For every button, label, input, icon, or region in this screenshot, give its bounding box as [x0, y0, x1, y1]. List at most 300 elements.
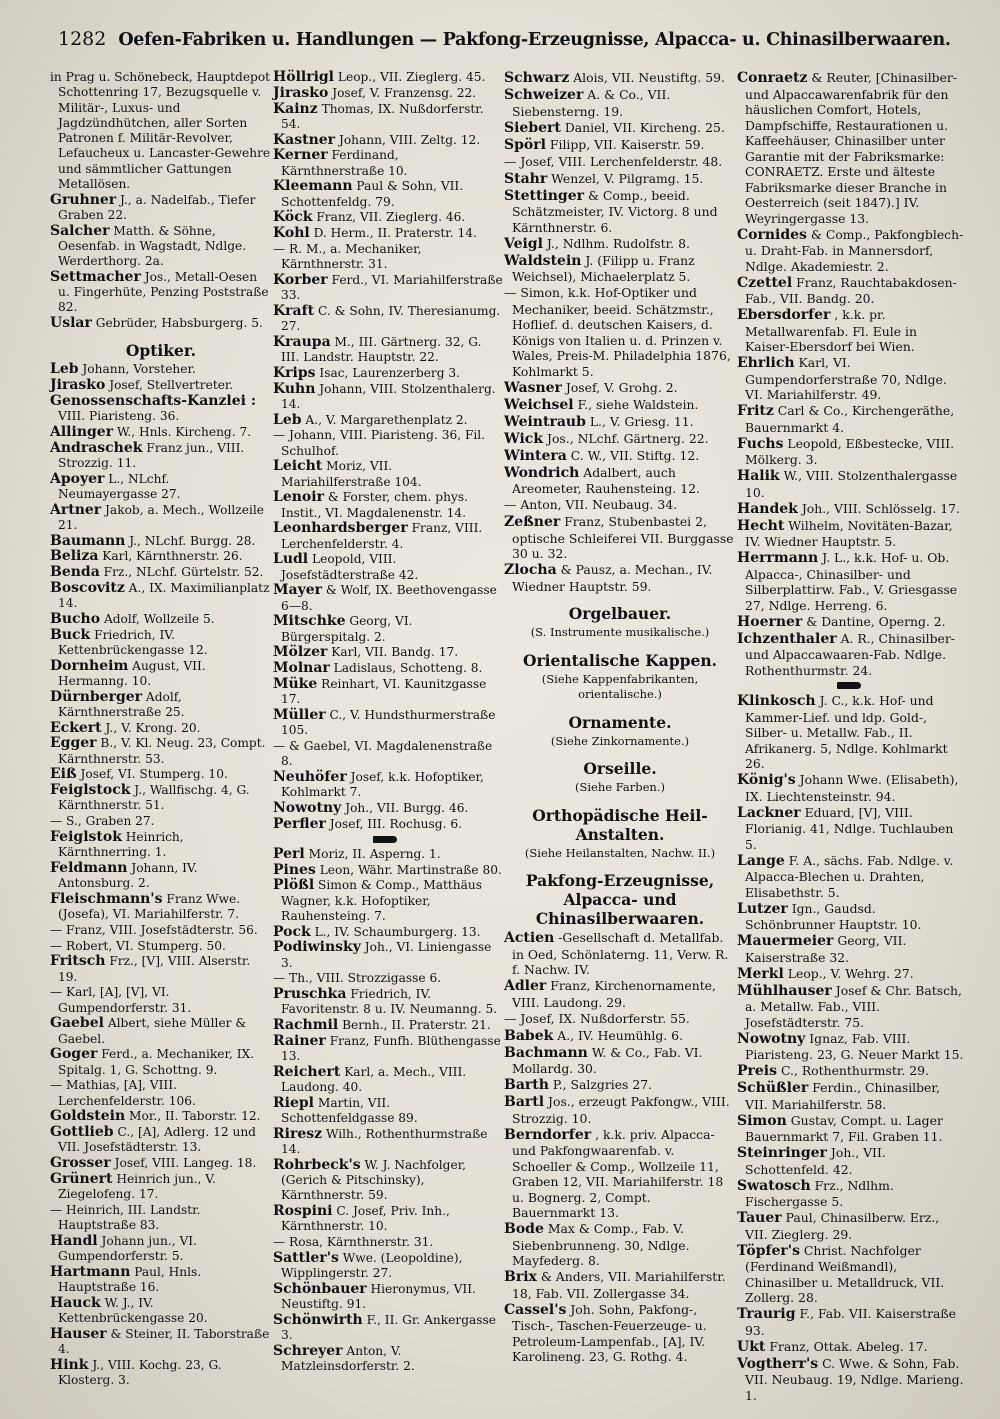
directory-entry — [737, 1031, 965, 1063]
directory-entry — [504, 154, 736, 171]
entry-details: D. Herm., II. Praterstr. 14. — [313, 226, 477, 240]
entry-name: Höllrigl — [273, 69, 335, 85]
directory-entry — [273, 863, 503, 878]
entry-details: & Steiner, II. Taborstraße 4. — [58, 1326, 270, 1356]
directory-entry — [50, 690, 272, 721]
entry-details: L., V. Griesg. 11. — [589, 413, 694, 429]
directory-entry — [504, 1011, 736, 1028]
directory-entry — [50, 378, 272, 393]
entry-name: Leb — [50, 361, 79, 378]
directory-entry — [504, 414, 736, 431]
directory-entry — [50, 736, 272, 767]
entry-name: Hartmann — [50, 1263, 131, 1280]
directory-entry — [273, 770, 503, 801]
entry-name: Lange — [737, 852, 785, 869]
directory-entry — [273, 1313, 503, 1344]
entry-details: W. & Co., Fab. VI. Mollardg. 30. — [512, 1044, 703, 1076]
entry-name: Töpfer's — [737, 1242, 800, 1259]
directory-entry — [273, 1096, 503, 1127]
entry-name: Kohl — [273, 225, 310, 241]
entry-name: Rohrbeck's — [273, 1156, 361, 1173]
directory-entry — [737, 933, 965, 965]
directory-entry — [50, 549, 272, 564]
entry-name: Kainz — [273, 100, 318, 117]
entry-details: Mor., II. Taborstr. 12. — [129, 1109, 261, 1124]
entry-details: Gustav, Compt. u. Lager Bauernmarkt 7, Fil. Graben 11. — [745, 1112, 943, 1144]
entry-name: Dürnberger — [50, 688, 143, 705]
directory-entry — [50, 612, 272, 627]
entry-details: Johann Wwe. (Elisabeth), IX. Liechtensteinstr. 94. — [745, 772, 959, 804]
directory-entry — [273, 645, 503, 660]
entry-details: Ferd., VI. Mariahilferstraße 33. — [281, 272, 503, 302]
entry-name: Mayer — [273, 582, 322, 599]
entry-name: Fritsch — [50, 953, 106, 970]
directory-entry — [50, 1358, 272, 1389]
entry-details: Isac, Laurenzerberg 3. — [319, 365, 461, 380]
directory-entry — [737, 518, 965, 550]
directory-entry — [273, 878, 503, 924]
entry-name: Hoerner — [737, 613, 803, 630]
entry-details: Max & Comp., Fab. V. Siebenbrunneng. 30, Ndlge. Mayfederg. 8. — [512, 1221, 690, 1268]
directory-entry — [504, 1221, 736, 1269]
directory-entry — [50, 394, 272, 425]
entry-name: Weintraub — [504, 413, 586, 430]
page-title: Oefen-Fabriken u. Handlungen — Pakfong-Erzeugnisse, Alpacca- u. Chinasilberwaaren. — [118, 30, 951, 50]
entry-name: Lenoir — [273, 489, 324, 506]
directory-entry — [737, 468, 965, 500]
entry-name: Kastner — [273, 131, 336, 148]
entry-details: — Rosa, Kärnthnerstr. 31. — [273, 1235, 434, 1249]
entry-name: Schreyer — [273, 1342, 343, 1359]
entry-name: Vogtherr's — [737, 1355, 819, 1372]
entry-name: Pock — [273, 923, 311, 940]
directory-entry — [50, 581, 272, 612]
page-header — [58, 28, 958, 62]
directory-entry — [273, 987, 503, 1018]
entry-name: Goger — [50, 1046, 98, 1063]
entry-name: Schwarz — [504, 70, 570, 86]
directory-entry — [273, 226, 503, 241]
directory-entry — [737, 355, 965, 403]
directory-entry — [50, 1234, 272, 1265]
entry-details: C., [A], Adlerg. 12 und VII. Josefstädterstr. 13. — [58, 1125, 256, 1155]
directory-entry — [737, 983, 965, 1031]
directory-entry — [504, 236, 736, 253]
directory-entry — [737, 693, 965, 772]
entry-name: Siebert — [504, 119, 561, 136]
section-heading: Optiker. — [125, 341, 197, 361]
entry-name: Wasner — [504, 379, 562, 396]
entry-name: Riepl — [273, 1094, 314, 1111]
entry-details: M., III. Gärtnerg. 32, G. III. Landstr. Hauptstr. 22. — [281, 334, 482, 364]
directory-entry — [50, 362, 272, 377]
entry-name: Sattler's — [273, 1249, 339, 1266]
entry-name: Plößl — [273, 877, 315, 894]
directory-entry — [737, 1178, 965, 1210]
entry-details: Karl, VI. Gumpendorferstraße 70, Ndlge. VI. Mariahilferstr. 49. — [745, 355, 947, 402]
directory-entry — [50, 193, 272, 224]
entry-name: Dornheim — [50, 657, 129, 674]
directory-entry — [50, 534, 272, 549]
entry-details: Frz., [V], VIII. Alserstr. 19. — [58, 954, 251, 984]
entry-name: Spörl — [504, 136, 546, 153]
entry-details: W. J. Nachfolger, (Gerich & Pitschinsky), Kärnthnerstr. 59. — [281, 1157, 467, 1203]
directory-entry — [737, 550, 965, 613]
entry-details: Josef, V. Grohg. 2. — [565, 379, 678, 395]
entry-details: Paul, Chinasilberw. Erz., VII. Zieglerg. 29. — [745, 1210, 940, 1242]
entry-details: Jakob, a. Mech., Wollzeile 21. — [58, 502, 264, 532]
page-number: 1282 — [58, 28, 107, 50]
entry-details: J. C., k.k. Hof- und Kammer-Lief. und ldp. Gold-, Silber- u. Metallw. Fab., II. Afrikanerg. 5, Ndlge. Kohlmarkt 26. — [745, 693, 948, 771]
directory-entry — [273, 739, 503, 770]
directory-entry — [737, 1339, 965, 1356]
entry-details: Leop., VII. Zieglerg. 45. — [337, 70, 486, 84]
directory-entry — [737, 227, 965, 275]
entry-details: — S., Graben 27. — [50, 814, 155, 828]
entry-details: Paul, Hnls. Hauptstraße 16. — [58, 1264, 202, 1294]
entry-details: Ladislaus, Schotteng. 8. — [333, 661, 483, 675]
entry-details: & Pausz, a. Mechan., IV. Wiedner Hauptstr. 59. — [512, 562, 713, 594]
directory-entry — [50, 472, 272, 503]
entry-details: J., NLchf. Burgg. 28. — [129, 533, 256, 548]
entry-name: Settmacher — [50, 268, 141, 285]
entry-details: P., Salzgries 27. — [552, 1077, 653, 1092]
entry-name: Eckert — [50, 719, 102, 736]
entry-details: Josef, k.k. Hofoptiker, Kohlmarkt 7. — [281, 769, 484, 799]
directory-entry — [50, 224, 272, 270]
directory-entry — [50, 1203, 272, 1234]
entry-name: Pruschka — [273, 986, 347, 1002]
entry-name: Merkl — [737, 965, 784, 982]
section-heading: Ornamente. — [568, 712, 672, 732]
entry-details: L., NLchf. Neumayergasse 27. — [58, 471, 181, 501]
directory-entry — [273, 86, 503, 101]
pointing-hand-icon — [837, 682, 861, 689]
entry-details: Johann, VIII. Zeltg. 12. — [338, 132, 481, 147]
directory-entry — [737, 1145, 965, 1177]
entry-name: Bachmann — [504, 1044, 588, 1061]
entry-name: Leonhardsberger — [273, 520, 408, 537]
entry-details: — Robert, VI. Stumperg. 50. — [50, 938, 226, 953]
entry-name: Eiß — [50, 766, 77, 783]
entry-name: Artner — [50, 501, 102, 518]
entry-details: & Comp., Pakfongblech- u. Draht-Fab. in Mannersdorf, Ndlge. Akademiestr. 2. — [745, 226, 964, 274]
entry-details: Thomas, IX. Nußdorferstr. 54. — [281, 101, 484, 131]
directory-entry — [50, 939, 272, 954]
directory-entry — [504, 1302, 736, 1365]
entry-details: Adolf, Kärnthnerstraße 25. — [58, 689, 185, 719]
entry-name: Jirasko — [50, 377, 106, 393]
entry-name: Zlocha — [504, 562, 557, 578]
entry-details: W. J., IV. Kettenbrückengasse 20. — [58, 1295, 208, 1325]
entry-details: A., IV. Heumühlg. 6. — [557, 1027, 684, 1043]
entry-name: Köck — [273, 209, 313, 226]
entry-details: Josef, Stellvertreter. — [109, 378, 234, 392]
entry-name: Baumann — [50, 532, 126, 549]
directory-entry — [50, 70, 272, 192]
directory-entry — [273, 708, 503, 739]
entry-name: Hauser — [50, 1325, 107, 1342]
directory-entry — [50, 783, 272, 814]
entry-name: Hink — [50, 1356, 89, 1373]
entry-name: Fritz — [737, 403, 774, 419]
directory-entry — [737, 1356, 965, 1404]
entry-details: Wilh., Rothenthurmstraße 14. — [281, 1126, 488, 1156]
directory-entry — [504, 465, 736, 497]
section-cross-reference: (Siehe Zinkornamente.) — [550, 733, 690, 748]
entry-name: Cassel's — [504, 1301, 567, 1318]
directory-entry — [50, 1172, 272, 1203]
entry-name: Gaebel — [50, 1015, 104, 1032]
entry-details: , k.k. pr. Metallwarenfab. Fl. Eule in Kaiser-Ebersdorf bei Wien. — [745, 307, 917, 354]
entry-details: Martin, VII. Schottenfeldgasse 89. — [281, 1095, 418, 1125]
column-3 — [504, 70, 736, 1365]
entry-name: Schönbauer — [273, 1280, 367, 1297]
entry-details: C. Josef, Priv. Inh., Kärnthnerstr. 10. — [281, 1204, 450, 1234]
entry-details: Franz, VII. Zieglerg. 46. — [316, 210, 466, 225]
entry-name: Herrmann — [737, 550, 819, 566]
entry-name: Gruhner — [50, 191, 117, 208]
entry-name: Rospini — [273, 1203, 333, 1219]
directory-entry — [50, 1125, 272, 1156]
entry-name: Conraetz — [737, 70, 808, 86]
entry-name: Egger — [50, 735, 97, 752]
entry-details: Hieronymus, VII. Neustiftg. 91. — [281, 1281, 476, 1311]
entry-details: Joh. Sohn, Pakfong-, Tisch-, Taschen-Feuerzeuge- u. Petroleum-Lampenfab., [A], IV. Karolineng. 23, G. Rothg. 4. — [512, 1301, 707, 1364]
directory-entry — [50, 1327, 272, 1358]
directory-entry — [273, 1282, 503, 1313]
entry-details: & Anders, VII. Mariahilferstr. 18, Fab. VII. Zollergasse 34. — [512, 1269, 726, 1301]
directory-entry — [737, 631, 965, 679]
entry-details: Karl, a. Mech., VIII. Laudong. 40. — [281, 1064, 467, 1094]
directory-entry — [737, 1113, 965, 1145]
entry-name: Lutzer — [737, 900, 788, 917]
entry-name: Traurig — [737, 1306, 796, 1322]
entry-details: Wilhelm, Novitäten-Bazar, IV. Wiedner Hauptstr. 5. — [745, 517, 953, 549]
directory-entry — [504, 497, 736, 514]
entry-details: W., VIII. Stolzenthalergasse 10. — [745, 468, 958, 500]
entry-name: Nowotny — [737, 1030, 806, 1047]
entry-name: Benda — [50, 564, 100, 580]
section-heading: Orseille. — [583, 759, 657, 778]
entry-name: Veigl — [504, 235, 543, 252]
entry-name: Molnar — [273, 660, 330, 676]
entry-details: Josef, III. Rochusg. 6. — [329, 816, 462, 831]
directory-entry — [50, 270, 272, 316]
entry-name: Wondrich — [504, 464, 580, 481]
entry-name: Tauer — [737, 1210, 782, 1226]
entry-details: — Johann, VIII. Piaristeng. 36, Fil. Schulhof. — [273, 428, 486, 458]
entry-details: — Mathias, [A], VIII. Lerchenfelderstr. 106. — [50, 1078, 196, 1108]
entry-details: C., Rothenthurmstr. 29. — [780, 1063, 929, 1078]
entry-details: F., siehe Waldstein. — [577, 396, 699, 412]
entry-details: Joh., VII. Schottenfeld. 42. — [745, 1145, 886, 1177]
section-heading: Orthopädische Heil-Anstalten. — [532, 805, 708, 844]
entry-details: Heinrich, Kärnthnerring. 1. — [58, 829, 184, 859]
entry-details: J., VIII. Kochg. 23, G. Klosterg. 3. — [58, 1357, 222, 1387]
directory-entry — [50, 503, 272, 534]
entry-details: — R. M., a. Mechaniker, Kärnthnerstr. 31. — [273, 241, 422, 271]
directory-entry — [504, 562, 736, 594]
directory-entry — [50, 1296, 272, 1327]
entry-name: König's — [737, 772, 796, 788]
entry-details: J., Ndlhm. Rudolfstr. 8. — [546, 235, 690, 251]
directory-entry — [737, 901, 965, 933]
directory-entry — [737, 853, 965, 901]
directory-entry — [50, 830, 272, 861]
entry-details: C. Wwe. & Sohn, Fab. VII. Neubaug. 19, Ndlge. Marieng. 1. — [745, 1355, 964, 1403]
entry-name: Handek — [737, 500, 798, 517]
entry-details: Moriz, II. Asperng. 1. — [308, 846, 441, 861]
entry-name: Ludl — [273, 551, 309, 568]
entry-name: Schönwirth — [273, 1311, 363, 1328]
directory-entry — [737, 307, 965, 355]
entry-details: Franz, VIII. Lerchenfelderstr. 4. — [281, 521, 483, 551]
entry-details: J., V. Krong. 20. — [105, 720, 201, 735]
entry-name: Jirasko — [273, 84, 329, 101]
entry-name: Babek — [504, 1027, 554, 1044]
directory-entry — [50, 767, 272, 782]
directory-entry — [50, 628, 272, 659]
directory-entry — [273, 1158, 503, 1204]
entry-details: F. A., sächs. Fab. Ndlge. v. Alpacca-Blechen u. Drahten, Elisabethstr. 5. — [745, 852, 954, 900]
entry-details: Franz, Ottak. Abeleg. 17. — [769, 1338, 928, 1354]
entry-details: Matth. & Söhne, Oesenfab. in Wagstadt, Ndlge. Werderthorg. 2a. — [58, 223, 247, 268]
entry-name: Neuhöfer — [273, 768, 347, 785]
entry-details: J. (Filipp u. Franz Weichsel), Michaelerplatz 5. — [512, 252, 695, 284]
entry-details: Franz, Funfh. Blüthengasse 13. — [281, 1033, 501, 1063]
directory-entry — [273, 583, 503, 614]
directory-entry — [273, 801, 503, 816]
directory-entry — [273, 133, 503, 148]
directory-entry — [273, 1127, 503, 1158]
entry-name: Mauermeier — [737, 933, 834, 949]
entry-name: Bucho — [50, 610, 101, 627]
directory-entry — [504, 1094, 736, 1126]
entry-details: — Franz, VIII. Josefstädterstr. 56. — [50, 922, 258, 937]
entry-name: Cornides — [737, 226, 807, 243]
entry-name: Halik — [737, 468, 780, 484]
directory-entry — [737, 403, 965, 435]
entry-details: Josef, V. Franzensg. 22. — [332, 85, 477, 100]
directory-entry — [737, 275, 965, 307]
entry-details: Johann jun., VI. Gumpendorferstr. 5. — [58, 1233, 197, 1263]
entry-name: Podiwinsky — [273, 939, 361, 956]
entry-details: Simon & Comp., Matthäus Wagner, k.k. Hofoptiker, Rauhensteing. 7. — [281, 878, 483, 923]
entry-details: Leop., V. Wehrg. 27. — [787, 965, 914, 981]
directory-entry — [50, 425, 272, 440]
entry-name: Hecht — [737, 517, 785, 534]
directory-entry — [273, 1235, 503, 1250]
entry-details: F., Fab. VII. Kaiserstraße 93. — [745, 1306, 956, 1338]
directory-entry — [273, 428, 503, 459]
column-2 — [273, 70, 503, 1375]
entry-name: Preis — [737, 1063, 778, 1079]
directory-entry — [50, 814, 272, 829]
entry-name: Wick — [504, 430, 544, 447]
directory-entry — [273, 304, 503, 335]
entry-name: Bode — [504, 1221, 544, 1237]
directory-entry — [504, 70, 736, 87]
entry-name: Schüßler — [737, 1080, 809, 1096]
entry-details: Ferdin., Chinasilber, VII. Mariahilferstr. 58. — [745, 1080, 940, 1112]
entry-name: Perfler — [273, 815, 326, 832]
directory-entry — [50, 659, 272, 690]
entry-details: Joh., VII. Burgg. 46. — [345, 800, 469, 815]
entry-details: Christ. Nachfolger (Ferdinand Weißmandl), Chinasilber u. Metalldruck, VII. Zollerg. 28. — [745, 1242, 945, 1305]
directory-entry — [50, 1078, 272, 1109]
directory-entry — [504, 930, 736, 978]
entry-name: Uslar — [50, 315, 92, 331]
entry-name: Berndorfer — [504, 1126, 592, 1143]
entry-details: W., Hnls. Kircheng. 7. — [116, 424, 252, 439]
directory-entry — [273, 366, 503, 381]
directory-entry — [504, 285, 736, 379]
entry-details: Leon, Währ. Martinstraße 80. — [319, 862, 502, 877]
entry-details: — Josef, IX. Nußdorferstr. 55. — [504, 1010, 690, 1026]
column-4 — [737, 70, 965, 1404]
entry-name: Goldstein — [50, 1108, 126, 1125]
directory-entry — [273, 847, 503, 862]
entry-name: Mühlhauser — [737, 982, 832, 999]
entry-name: Mölzer — [273, 644, 328, 661]
directory-entry — [504, 1269, 736, 1301]
entry-name: Riresz — [273, 1125, 323, 1142]
entry-details: Wenzel, V. Pilgramg. 15. — [551, 170, 704, 186]
directory-entry — [504, 978, 736, 1010]
directory-entry — [273, 242, 503, 273]
entry-name: Rainer — [273, 1032, 326, 1049]
entry-name: Müke — [273, 675, 318, 692]
entry-name: Beliza — [50, 548, 99, 565]
entry-details: Ignaz, Fab. VIII. Piaristeng. 23, G. Neuer Markt 15. — [745, 1030, 964, 1062]
entry-details: Reinhart, VI. Kaunitzgasse 17. — [281, 676, 487, 706]
entry-name: Salcher — [50, 222, 110, 239]
entry-name: Steinringer — [737, 1145, 827, 1161]
entry-name: Fuchs — [737, 435, 784, 452]
directory-entry — [50, 1109, 272, 1124]
entry-name: Reichert — [273, 1063, 341, 1080]
entry-name: Andraschek — [50, 439, 143, 456]
entry-details: Josef, VI. Stumperg. 10. — [80, 767, 228, 782]
entry-details: C., V. Hundsthurmerstraße 105. — [281, 707, 496, 737]
section-heading: Orgelbauer. — [568, 604, 672, 623]
entry-details: Bernh., II. Praterstr. 21. — [342, 1018, 491, 1032]
section-heading: Pakfong-Erzeugnisse, Alpacca- und Chinasilberwaaren. — [525, 871, 715, 928]
directory-entry — [273, 1344, 503, 1375]
entry-name: Czettel — [737, 274, 793, 291]
section-cross-reference: (Siehe Kappenfabrikanten, orientalische.) — [541, 671, 699, 701]
pointing-hand-icon — [373, 836, 397, 843]
directory-entry — [737, 1306, 965, 1338]
directory-entry — [50, 985, 272, 1016]
directory-entry — [737, 614, 965, 631]
entry-details: F., II. Gr. Ankergasse 3. — [281, 1312, 496, 1342]
entry-details: Gebrüder, Habsburgerg. 5. — [95, 316, 263, 330]
entry-name: Pines — [273, 861, 316, 878]
entry-name: Krips — [273, 364, 316, 381]
entry-details: — Th., VIII. Strozzigasse 6. — [273, 971, 442, 986]
entry-details: Josef, VIII. Langeg. 18. — [114, 1156, 257, 1170]
entry-name: Klinkosch — [737, 693, 816, 709]
directory-entry — [737, 966, 965, 983]
directory-entry — [50, 721, 272, 736]
directory-entry — [273, 1034, 503, 1065]
directory-entry — [50, 861, 272, 892]
entry-name: Rachmil — [273, 1017, 339, 1033]
entry-name: Ukt — [737, 1338, 766, 1355]
entry-name: Leicht — [273, 458, 323, 475]
